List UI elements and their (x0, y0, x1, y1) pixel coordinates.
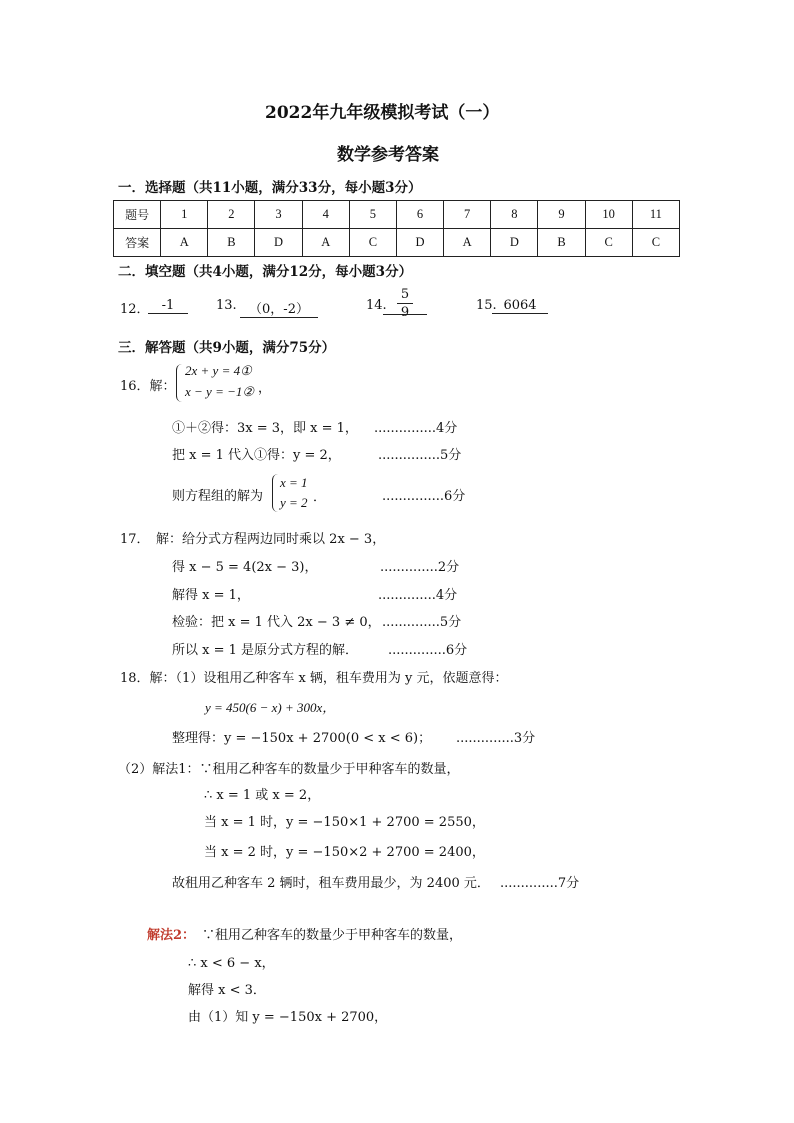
question-number: 9 (538, 201, 585, 229)
answer-table (113, 200, 680, 257)
q16-comma: ， (258, 381, 272, 396)
question-number: 6 (396, 201, 443, 229)
q17-step4: 所以 x = 1 是原分式方程的解． (172, 643, 359, 658)
table-row-answers (114, 229, 680, 257)
answer-cell: A (444, 229, 491, 257)
q18-m1-score: ..............7分 (500, 876, 580, 891)
answer-cell: A (161, 229, 208, 257)
answer-cell: D (255, 229, 302, 257)
q17-step1: 得 x − 5 = 4(2x − 3)， (172, 560, 318, 575)
question-number: 7 (444, 201, 491, 229)
q16-step2: 把 x = 1 代入①得：y = 2， (172, 448, 341, 463)
question-number: 1 (161, 201, 208, 229)
q13-answer: （0，-2） (240, 298, 318, 318)
row-header-answer: 答案 (114, 229, 161, 257)
q12-answer: -1 (148, 298, 188, 314)
q16-eq1: 2x + y = 4① (185, 363, 252, 378)
q18-m1-step3: 当 x = 2 时，y = −150×2 + 2700 = 2400， (204, 845, 485, 860)
answer-cell: D (491, 229, 538, 257)
q18-method2-label: 解法2： (147, 928, 196, 943)
q18-equation: y = 450(6 − x) + 300x， (205, 700, 336, 715)
section3-heading: 三．解答题（共9小题，满分75分） (118, 340, 336, 356)
question-number: 11 (632, 201, 679, 229)
q13-label: 13. (216, 298, 237, 313)
question-number: 2 (208, 201, 255, 229)
table-row-numbers (114, 201, 680, 229)
q12-label: 12． (120, 302, 150, 317)
q16-step1-score: ...............4分 (374, 421, 458, 436)
q16-step3-prefix: 则方程组的解为 (172, 489, 264, 504)
answer-cell: D (396, 229, 443, 257)
q14-label: 14. (366, 298, 387, 313)
q15-label: 15. (476, 298, 497, 313)
q18-m1-step4: 故租用乙种客车 2 辆时，租车费用最少，为 2400 元． (172, 876, 490, 891)
q16-step1: ①＋②得：3x = 3，即 x = 1， (172, 421, 358, 436)
q17-step1-score: ..............2分 (380, 560, 460, 575)
question-number: 3 (255, 201, 302, 229)
q18-m2-step3: 由（1）知 y = −150x + 2700， (188, 1010, 388, 1025)
answer-cell: C (632, 229, 679, 257)
answer-cell: A (302, 229, 349, 257)
answer-cell: C (585, 229, 632, 257)
q17-step3-score: ..............5分 (382, 615, 462, 630)
question-number: 5 (349, 201, 396, 229)
q16-step3-score: ...............6分 (382, 489, 466, 504)
answer-cell: C (349, 229, 396, 257)
q18-m2-step1: ∴ x < 6 − x， (188, 956, 275, 971)
q14-fraction (397, 287, 413, 320)
q18-simplify-score: ..............3分 (456, 731, 536, 746)
q16-sol1: x = 1 (280, 475, 308, 490)
q16-solution-brace (272, 474, 279, 512)
q18-m2-step2: 解得 x < 3． (188, 983, 266, 998)
q16-sol2: y = 2 (280, 495, 308, 510)
fraction-bar (397, 303, 413, 304)
q16-label: 16．解： (120, 379, 176, 394)
question-number: 4 (302, 201, 349, 229)
section1-heading: 一．选择题（共11小题，满分33分，每小题3分） (118, 180, 422, 196)
q15-answer: 6064 (492, 298, 548, 314)
row-header-number: 题号 (114, 201, 161, 229)
q17-step4-score: ..............6分 (388, 643, 468, 658)
question-number: 10 (585, 201, 632, 229)
q16-step2-score: ...............5分 (378, 448, 462, 463)
q16-eq2: x − y = −1② (185, 384, 255, 399)
q17-step3: 检验：把 x = 1 代入 2x − 3 ≠ 0， (172, 615, 381, 630)
q18-part2-method1: （2）解法1：∵租用乙种客车的数量少于甲种客车的数量， (118, 762, 460, 777)
q18-label: 18．解：（1）设租用乙种客车 x 辆，租车费用为 y 元，依题意得： (120, 671, 508, 686)
q18-m2-intro: ∵租用乙种客车的数量少于甲种客车的数量， (202, 928, 463, 943)
answer-cell: B (538, 229, 585, 257)
q18-m1-step2: 当 x = 1 时，y = −150×1 + 2700 = 2550， (204, 815, 485, 830)
q16-system-brace (176, 364, 183, 402)
page-title: 2022年九年级模拟考试（一） (265, 103, 500, 123)
q17-step2: 解得 x = 1， (172, 588, 250, 603)
q16-step3-suffix: ． (313, 490, 327, 505)
q17-label: 17． 解：给分式方程两边同时乘以 2x − 3， (120, 532, 386, 547)
q17-step2-score: ..............4分 (378, 588, 458, 603)
q18-simplify: 整理得：y = −150x + 2700(0 < x < 6)； (172, 731, 432, 746)
question-number: 8 (491, 201, 538, 229)
q14-denominator: 9 (400, 305, 410, 320)
section2-heading: 二．填空题（共4小题，满分12分，每小题3分） (118, 264, 413, 280)
page-subtitle: 数学参考答案 (337, 145, 439, 165)
q14-numerator: 5 (400, 287, 410, 302)
q18-m1-step1: ∴ x = 1 或 x = 2， (204, 788, 321, 803)
answer-cell: B (208, 229, 255, 257)
